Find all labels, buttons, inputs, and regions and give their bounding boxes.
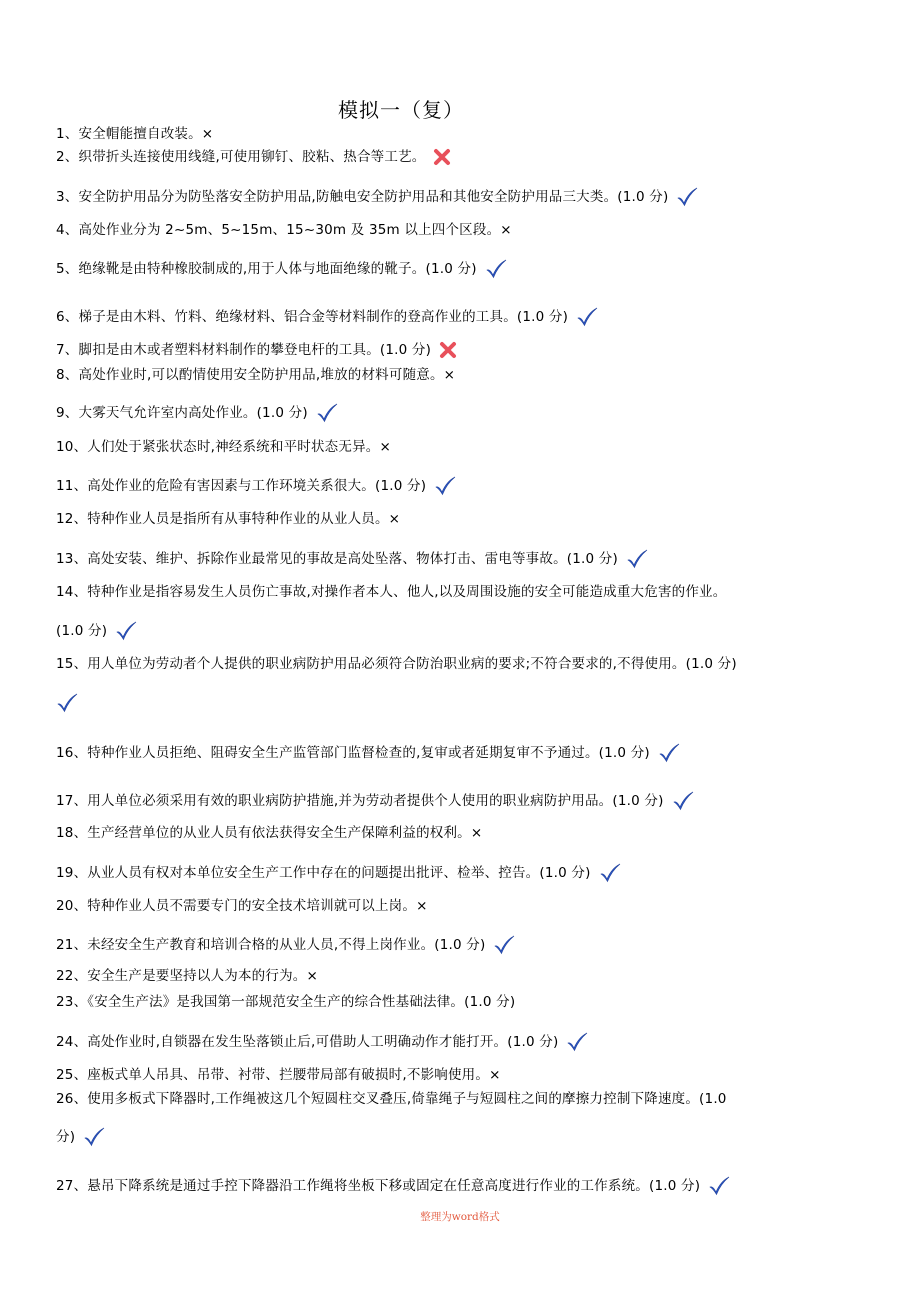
question-item	[56, 863, 621, 883]
question-item	[56, 341, 457, 359]
question-text: 4、高处作业分为 2~5m、5~15m、15~30m 及 35m 以上四个区段。×	[56, 222, 512, 238]
question-item	[56, 403, 338, 423]
question-text: 15、用人单位为劳动者个人提供的职业病防护用品必须符合防治职业病的要求;不符合要求的,不得使用。(1.0 分)	[56, 656, 737, 672]
question-text: 25、座板式单人吊具、吊带、衬带、拦腰带局部有破损时,不影响使用。×	[56, 1067, 501, 1083]
question-text: 13、高处安装、维护、拆除作业最常见的事故是高处坠落、物体打击、雷电等事故。(1.0 分)	[56, 551, 618, 567]
question-item	[56, 307, 598, 327]
question-text: 23、《安全生产法》是我国第一部规范安全生产的综合性基础法律。(1.0 分)	[56, 994, 516, 1010]
question-text: 12、特种作业人员是指所有从事特种作业的从业人员。×	[56, 511, 401, 527]
check-icon	[493, 935, 515, 955]
question-text: 27、悬吊下降系统是通过手控下降器沿工作绳将坐板下移或固定在任意高度进行作业的工作系统。(1.0 分)	[56, 1178, 701, 1194]
question-item	[56, 1176, 730, 1196]
question-text: 分)	[56, 1129, 76, 1145]
question-text: 14、特种作业是指容易发生人员伤亡事故,对操作者本人、他人,以及周围设施的安全可能造成重大危害的作业。	[56, 584, 727, 600]
question-text: 18、生产经营单位的从业人员有依法获得安全生产保障利益的权利。×	[56, 825, 483, 841]
question-item	[56, 438, 391, 456]
question-text: 2、织带折头连接使用线缝,可使用铆钉、胶粘、热合等工艺。	[56, 149, 426, 165]
page-title: 模拟一（复）	[338, 98, 464, 122]
question-text: 11、高处作业的危险有害因素与工作环境关系很大。(1.0 分)	[56, 478, 427, 494]
question-item	[56, 1090, 727, 1108]
check-icon	[626, 549, 648, 569]
question-item	[56, 259, 507, 279]
footer-note: 整理为word格式	[420, 1211, 500, 1223]
check-icon	[658, 743, 680, 763]
question-text: 17、用人单位必须采用有效的职业病防护措施,并为劳动者提供个人使用的职业病防护用品。(1.0 分)	[56, 793, 664, 809]
question-text: 1、安全帽能擅自改装。×	[56, 126, 214, 142]
question-item	[56, 655, 737, 673]
question-text: (1.0 分)	[56, 623, 108, 639]
question-text: 8、高处作业时,可以酌情使用安全防护用品,堆放的材料可随意。×	[56, 367, 456, 383]
question-item	[56, 187, 698, 207]
cross-icon	[433, 148, 451, 166]
check-icon	[672, 791, 694, 811]
question-text: 5、绝缘靴是由特种橡胶制成的,用于人体与地面绝缘的靴子。(1.0 分)	[56, 261, 477, 277]
check-icon	[576, 307, 598, 327]
question-text: 22、安全生产是要坚持以人为本的行为。×	[56, 968, 318, 984]
check-icon	[115, 621, 137, 641]
question-text: 6、梯子是由木料、竹料、绝缘材料、铝合金等材料制作的登高作业的工具。(1.0 分)	[56, 309, 569, 325]
question-item	[56, 476, 456, 496]
question-text: 26、使用多板式下降器时,工作绳被这几个短圆柱交叉叠压,倚靠绳子与短圆柱之间的摩擦力控制下降速度。(1.0	[56, 1091, 727, 1107]
question-text: 20、特种作业人员不需要专门的安全技术培训就可以上岗。×	[56, 898, 428, 914]
question-item	[56, 993, 515, 1011]
question-item	[56, 510, 400, 528]
question-text: 24、高处作业时,自锁器在发生坠落锁止后,可借助人工明确动作才能打开。(1.0 分)	[56, 1034, 559, 1050]
question-item	[56, 148, 451, 166]
question-item	[56, 366, 455, 384]
question-item	[56, 1127, 105, 1147]
question-item	[56, 791, 694, 811]
question-text: 9、大雾天气允许室内高处作业。(1.0 分)	[56, 405, 308, 421]
question-text: 16、特种作业人员拒绝、阻碍安全生产监管部门监督检查的,复审或者延期复审不予通过。(1.0 分)	[56, 745, 650, 761]
question-item	[56, 125, 213, 143]
question-item	[56, 621, 137, 641]
question-item	[56, 1066, 501, 1084]
question-text: 10、人们处于紧张状态时,神经系统和平时状态无异。×	[56, 439, 391, 455]
question-item	[56, 824, 482, 842]
question-item	[56, 935, 515, 955]
question-text: 3、安全防护用品分为防坠落安全防护用品,防触电安全防护用品和其他安全防护用品三大类。(1.0 分)	[56, 189, 669, 205]
question-text: 7、脚扣是由木或者塑料材料制作的攀登电杆的工具。(1.0 分)	[56, 342, 432, 358]
check-icon	[676, 187, 698, 207]
check-icon	[434, 476, 456, 496]
cross-icon	[439, 341, 457, 359]
check-icon	[599, 863, 621, 883]
question-item	[56, 583, 726, 601]
question-item	[56, 967, 318, 985]
check-icon	[485, 259, 507, 279]
question-text: 19、从业人员有权对本单位安全生产工作中存在的问题提出批评、检举、控告。(1.0 分)	[56, 865, 591, 881]
question-item	[56, 221, 512, 239]
check-icon	[566, 1032, 588, 1052]
question-item	[56, 1032, 588, 1052]
question-item	[56, 743, 680, 763]
question-text: 21、未经安全生产教育和培训合格的从业人员,不得上岗作业。(1.0 分)	[56, 937, 486, 953]
question-item	[56, 897, 428, 915]
check-icon	[708, 1176, 730, 1196]
check-icon	[83, 1127, 105, 1147]
question-item	[56, 549, 648, 569]
check-icon	[56, 693, 78, 713]
check-icon	[316, 403, 338, 423]
question-item	[56, 693, 78, 713]
